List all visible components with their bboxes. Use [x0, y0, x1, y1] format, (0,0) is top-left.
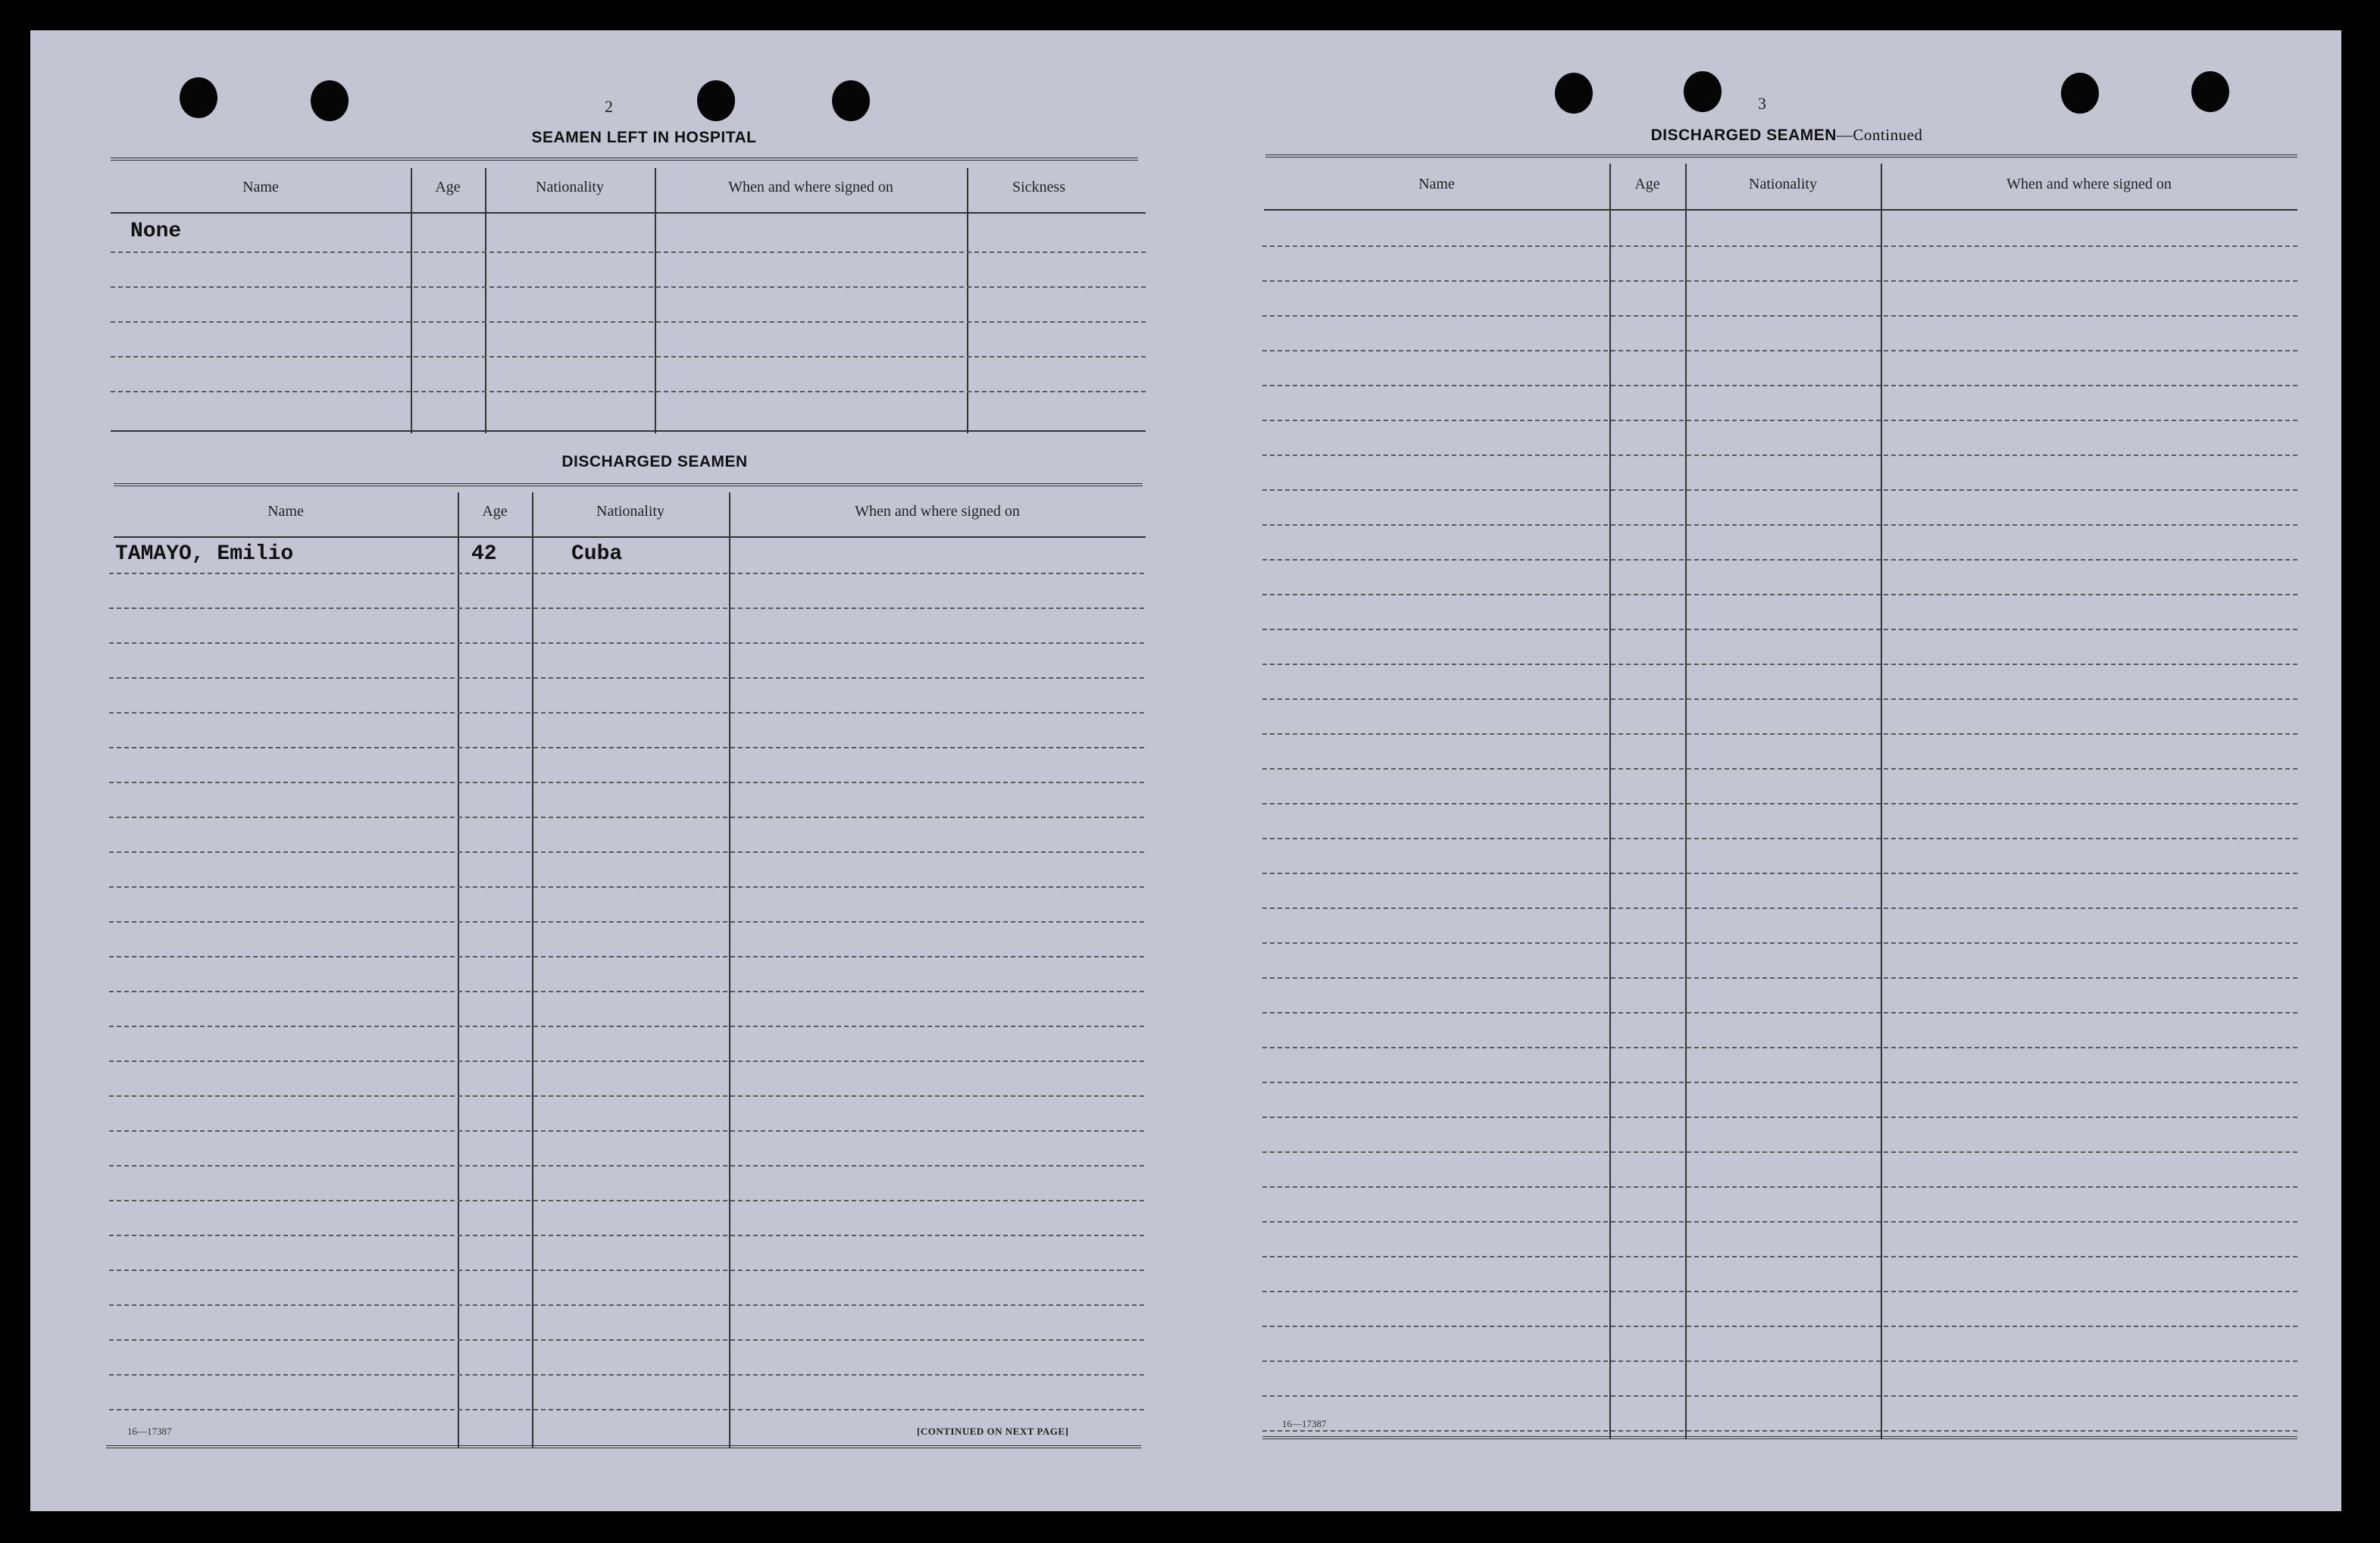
hospital-col-divider [967, 168, 968, 433]
row-line [109, 1026, 1144, 1027]
row-line [109, 677, 1144, 679]
punch-hole [180, 77, 217, 118]
punch-hole [1684, 71, 1722, 112]
row-line [1262, 733, 2297, 735]
row-line [1262, 1047, 2297, 1048]
hospital-col-divider [485, 168, 486, 433]
row-line [109, 956, 1144, 957]
punch-hole [1555, 73, 1593, 114]
row-line [1262, 1221, 2297, 1223]
row-line [1262, 1256, 2297, 1257]
row-line [1262, 629, 2297, 630]
row-line [1262, 385, 2297, 386]
row-line [109, 1270, 1144, 1271]
row-line [109, 712, 1144, 714]
punch-hole [697, 80, 735, 121]
discharged-row-name: TAMAYO, Emilio [115, 542, 294, 566]
hospital-col-nationality: Nationality [536, 179, 604, 195]
row-line [109, 573, 1144, 574]
row-line [1262, 594, 2297, 595]
row-line [109, 1235, 1144, 1236]
discharged-continued-title-main: DISCHARGED SEAMEN [1650, 127, 1837, 144]
hospital-col-signed-on: When and where signed on [728, 179, 893, 195]
row-line [1262, 489, 2297, 491]
row-line [109, 991, 1144, 992]
row-line [109, 921, 1144, 923]
row-line [109, 1060, 1144, 1062]
row-line [1262, 1326, 2297, 1327]
row-line [109, 642, 1144, 644]
row-line [1262, 1082, 2297, 1083]
row-line [1262, 803, 2297, 804]
row-line [1262, 1012, 2297, 1014]
discharged-table-header-rule [114, 536, 1146, 538]
discharged-table-bottom-rule [106, 1445, 1141, 1448]
hospital-row-line [111, 391, 1146, 392]
right-col-name: Name [1418, 176, 1455, 192]
hospital-col-sickness: Sickness [1012, 179, 1065, 195]
row-line [1262, 1395, 2297, 1397]
right-table-header-rule [1264, 209, 2297, 211]
row-line [1262, 664, 2297, 665]
row-line [109, 1095, 1144, 1097]
row-line [109, 1409, 1144, 1410]
hospital-entry-name: None [130, 220, 182, 243]
right-col-nationality: Nationality [1749, 176, 1817, 192]
row-line [1262, 1151, 2297, 1153]
discharged-col-name: Name [267, 503, 304, 520]
row-line [1262, 350, 2297, 351]
row-line [1262, 245, 2297, 247]
row-line [109, 1165, 1144, 1167]
hospital-row-line [111, 251, 1146, 253]
row-line [109, 1339, 1144, 1341]
row-line [1262, 698, 2297, 700]
discharged-row-age: 42 [471, 542, 497, 566]
row-line [1262, 1291, 2297, 1292]
right-col-age: Age [1634, 176, 1660, 192]
row-line [109, 608, 1144, 609]
row-line [109, 817, 1144, 818]
document-sheet [30, 30, 2341, 1511]
punch-hole [2191, 71, 2229, 112]
hospital-col-divider [411, 168, 412, 433]
punch-hole [832, 80, 870, 121]
row-line [1262, 838, 2297, 839]
row-line [1262, 942, 2297, 944]
row-line [1262, 907, 2297, 909]
row-line [1262, 977, 2297, 979]
discharged-col-signed-on: When and where signed on [855, 503, 1020, 520]
page-number-right: 3 [1758, 94, 1766, 113]
row-line [1262, 420, 2297, 421]
row-line [1262, 1360, 2297, 1362]
row-line [1262, 315, 2297, 317]
form-number-left: 16—17387 [127, 1426, 172, 1437]
hospital-table-top-rule [111, 158, 1138, 161]
row-line [109, 782, 1144, 783]
page-number-left: 2 [605, 97, 613, 116]
row-line [1262, 559, 2297, 561]
row-line [109, 1200, 1144, 1201]
discharged-col-age: Age [482, 503, 508, 520]
punch-hole [311, 80, 349, 121]
right-col-signed-on: When and where signed on [2006, 176, 2172, 192]
row-line [109, 1130, 1144, 1132]
row-line [109, 1304, 1144, 1306]
hospital-table-header-rule [111, 212, 1146, 214]
discharged-continued-title [1522, 126, 2052, 145]
right-table-top-rule [1265, 155, 2297, 158]
row-line [109, 851, 1144, 853]
row-line [1262, 1430, 2297, 1432]
row-line [1262, 524, 2297, 526]
form-number-right: 16—17387 [1282, 1418, 1327, 1429]
discharged-row-nationality: Cuba [571, 542, 623, 566]
right-col-divider [1881, 164, 1882, 1439]
row-line [1262, 1186, 2297, 1188]
row-line [1262, 768, 2297, 770]
right-col-divider [1609, 164, 1611, 1439]
row-line [1262, 454, 2297, 456]
hospital-section-title: SEAMEN LEFT IN HOSPITAL [531, 129, 757, 146]
row-line [109, 1374, 1144, 1376]
hospital-row-line [111, 356, 1146, 358]
discharged-table-top-rule [114, 483, 1143, 486]
continued-note: [CONTINUED ON NEXT PAGE] [917, 1426, 1069, 1437]
row-line [1262, 1117, 2297, 1118]
row-line [1262, 280, 2297, 282]
discharged-section-title: DISCHARGED SEAMEN [561, 453, 748, 470]
punch-hole [2061, 73, 2099, 114]
right-col-divider [1685, 164, 1687, 1439]
right-table-bottom-rule [1262, 1436, 2297, 1439]
hospital-row-line [111, 321, 1146, 323]
row-line [1262, 873, 2297, 874]
hospital-row-line [111, 286, 1146, 288]
hospital-col-age: Age [435, 179, 461, 195]
hospital-col-name: Name [242, 179, 279, 195]
discharged-continued-suffix: —Continued [1836, 126, 1923, 144]
row-line [109, 747, 1144, 748]
hospital-table-bottom-rule [111, 430, 1146, 432]
discharged-col-nationality: Nationality [596, 503, 665, 520]
hospital-col-divider [655, 168, 656, 433]
row-line [109, 886, 1144, 888]
